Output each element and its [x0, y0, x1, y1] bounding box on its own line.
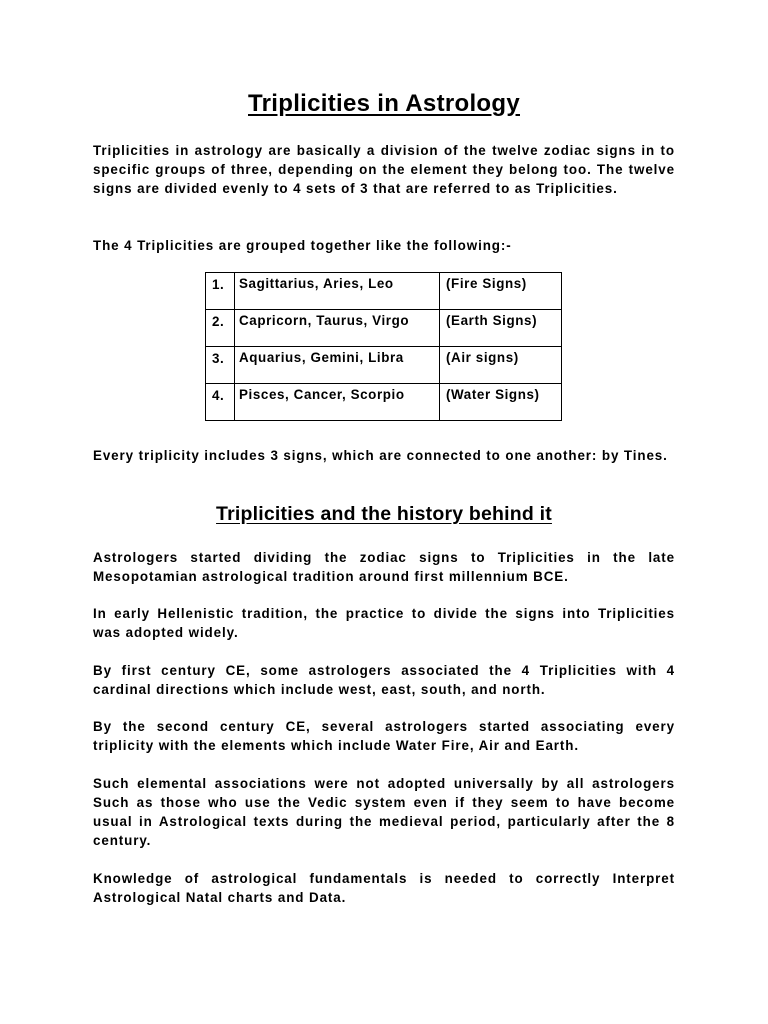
row-number: 2. — [206, 310, 235, 347]
table-row — [206, 310, 562, 347]
row-element: (Air signs) — [440, 347, 562, 384]
history-paragraph: In early Hellenistic tradition, the practice to divide the signs into Triplicities was adopted widely. — [93, 606, 675, 640]
table-row — [206, 347, 562, 384]
row-signs: Capricorn, Taurus, Virgo — [235, 310, 440, 347]
row-number: 3. — [206, 347, 235, 384]
page-title: Triplicities in Astrology — [248, 90, 520, 117]
history-paragraph: By first century CE, some astrologers associated the 4 Triplicities with 4 cardinal directions which include west, east, south, and north. — [93, 663, 675, 697]
history-heading: Triplicities and the history behind it — [216, 503, 552, 525]
row-element: (Earth Signs) — [440, 310, 562, 347]
history-paragraph: Such elemental associations were not adopted universally by all astrologers Such as those who use the Vedic system even if they seem to have become usual in Astrological texts during the medieval period, particularly after the 8 century. — [93, 776, 675, 848]
row-number: 1. — [206, 273, 235, 310]
table-row — [206, 273, 562, 310]
after-table-paragraph: Every triplicity includes 3 signs, which are connected to one another: by Tines. — [93, 448, 668, 463]
intro-paragraph: Triplicities in astrology are basically a division of the twelve zodiac signs in to specific groups of three, depending on the element they belong too. The twelve signs are divided evenly to 4 sets of 3 that are referred to as Triplicities. — [93, 143, 675, 196]
history-paragraph: By the second century CE, several astrologers started associating every triplicity with the elements which include Water Fire, Air and Earth. — [93, 719, 675, 753]
row-signs: Sagittarius, Aries, Leo — [235, 273, 440, 310]
row-signs: Aquarius, Gemini, Libra — [235, 347, 440, 384]
history-paragraph: Knowledge of astrological fundamentals is needed to correctly Interpret Astrological Natal charts and Data. — [93, 871, 675, 905]
history-paragraph: Astrologers started dividing the zodiac signs to Triplicities in the late Mesopotamian astrological tradition around first millennium BCE. — [93, 550, 675, 584]
grouping-intro-paragraph: The 4 Triplicities are grouped together like the following:- — [93, 238, 512, 253]
row-element: (Fire Signs) — [440, 273, 562, 310]
table-row — [206, 384, 562, 421]
triplicities-table — [205, 272, 562, 421]
row-element: (Water Signs) — [440, 384, 562, 421]
row-signs: Pisces, Cancer, Scorpio — [235, 384, 440, 421]
row-number: 4. — [206, 384, 235, 421]
